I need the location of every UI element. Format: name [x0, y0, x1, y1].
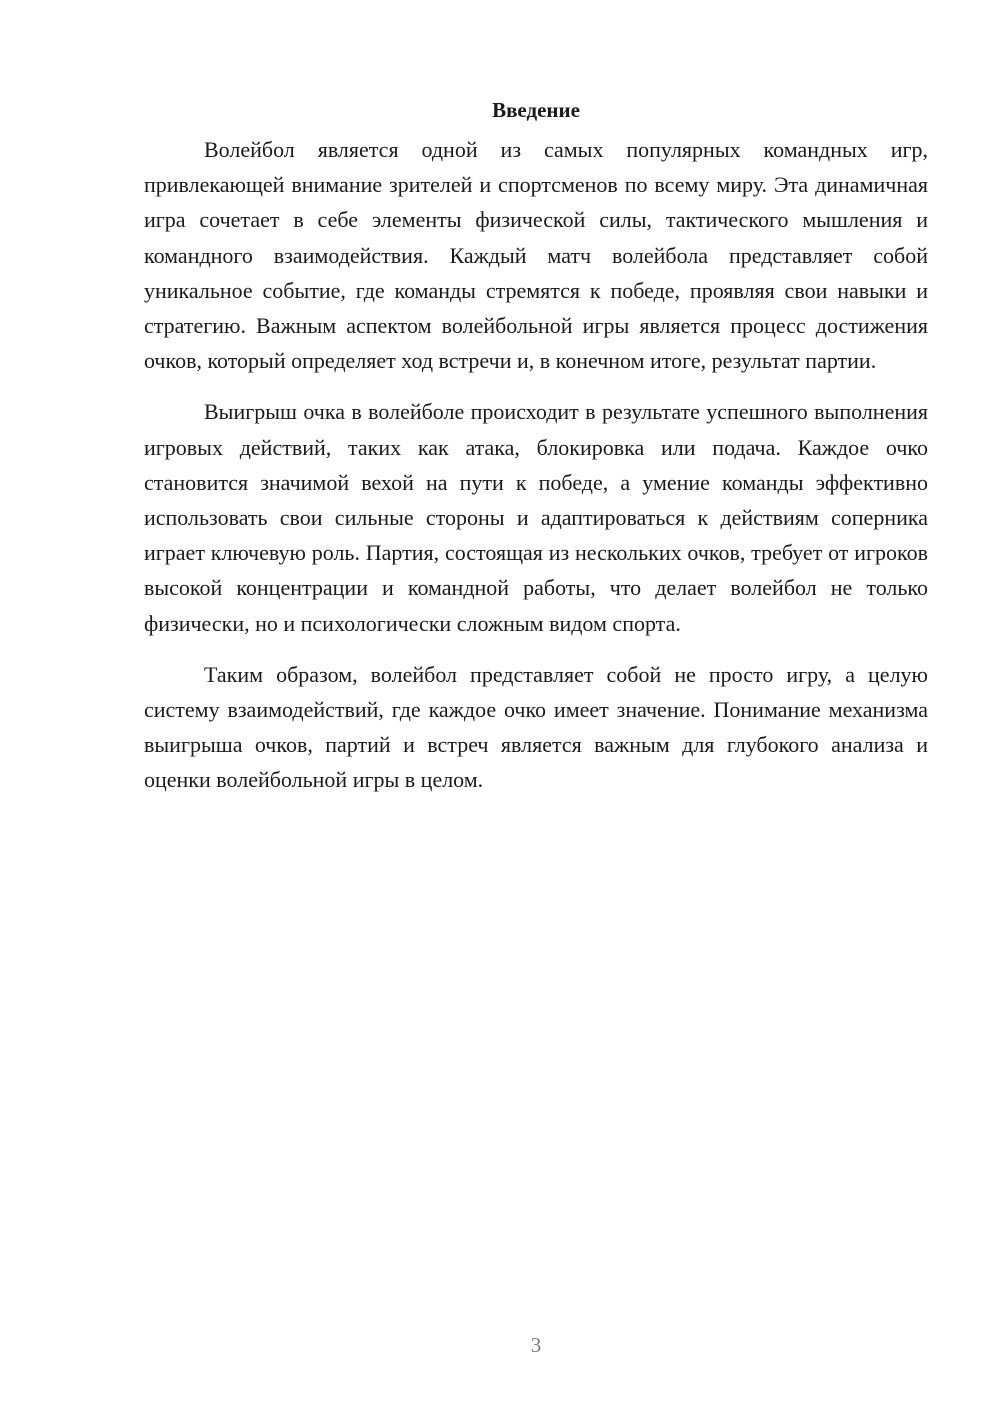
page-number: 3	[530, 1333, 542, 1357]
paragraph-1: Волейбол является одной из самых популярных командных игр, привлекающей внимание зрителей и спортсменов по всему миру. Эта динамичная игра сочетает в себе элементы физической силы, тактического мышления и командного взаимодействия. Каждый матч волейбола представляет собой уникальное событие, где команды стремятся к победе, проявляя свои навыки и стратегию. Важным аспектом волейбольной игры является процесс достижения очков, который определяет ход встречи и, в конечном итоге, результат партии.	[144, 137, 928, 374]
document-body	[144, 92, 928, 798]
paragraph-2: Выигрыш очка в волейболе происходит в результате успешного выполнения игровых действий, таких как атака, блокировка или подача. Каждое очко становится значимой вехой на пути к победе, а умение команды эффективно использовать свои сильные стороны и адаптироваться к действиям соперника играет ключевую роль. Партия, состоящая из нескольких очков, требует от игроков высокой концентрации и командной работы, что делает волейбол не только физически, но и психологически сложным видом спорта.	[144, 399, 928, 636]
section-heading: Введение	[492, 98, 580, 122]
paragraph-3: Таким образом, волейбол представляет собой не просто игру, а целую систему взаимодействий, где каждое очко имеет значение. Понимание механизма выигрыша очков, партий и встреч является важным для глубокого анализа и оценки волейбольной игры в целом.	[144, 661, 928, 793]
